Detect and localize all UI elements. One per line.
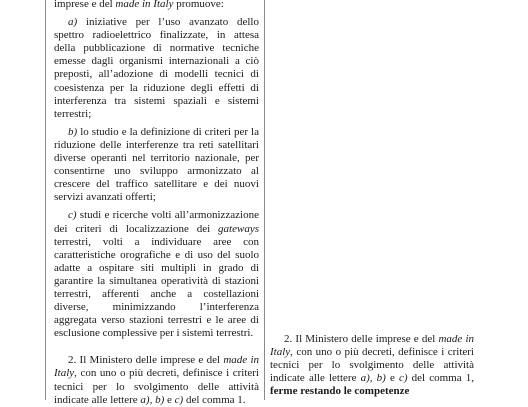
- para2-text-2: , con uno o più decreti, definisce i criteri tecnici per lo svolgimento delle attività indicate alle lettere: [270, 346, 474, 385]
- para2-text-2: , con uno o più decreti, definisce i criteri tecnici per lo svolgimento delle attività indicate alle lettere: [54, 367, 259, 406]
- item-c-italic: gateways: [218, 222, 259, 235]
- para2-text-4: del comma 1.: [183, 393, 246, 406]
- paragraph-2-left: [54, 354, 259, 406]
- paragraph-2-right: [270, 333, 474, 398]
- lead-text: imprese e del: [54, 0, 116, 10]
- para2-text-3: e: [385, 372, 399, 385]
- para2-italic-3: c): [174, 393, 184, 406]
- middle-column-rule: [264, 0, 265, 400]
- left-column: [54, 0, 259, 407]
- item-b: [54, 126, 259, 205]
- para2-bold: ferme restando le competenze: [270, 385, 410, 398]
- para2-text-3: e: [164, 393, 175, 406]
- para2-italic-2: a), b): [140, 393, 165, 406]
- right-column: [270, 333, 474, 398]
- lead-suffix: promuove:: [173, 0, 224, 10]
- para2-text: 2. Il Ministero delle imprese e del: [284, 333, 439, 345]
- item-c-text: studi e ricerche volti all’armonizzazione dei criteri di localizzazione dei: [54, 209, 259, 235]
- para2-italic: made in Italy: [270, 333, 475, 359]
- item-a-text: iniziative per l’uso avanzato dello spettro radioelettrico finalizzate, in attesa della pubblicazione di normative tecniche emesse dagli organismi internazionali a ciò preposti, all’adozione di modelli tecnici di coesistenza per la riduzione degli effetti di interferenza tra sistemi spaziali e sistemi terrestri;: [54, 16, 259, 120]
- item-c-text-2: terrestri, volti a individuare aree con caratteristiche orografiche e di uso del suolo adatte a ospitare siti multipli in grado di garantire la simultanea operatività di stazioni terrestri, afferenti anche a costellazioni diverse, minimizzando l’interferenza aggregata verso stazioni terrestri e le aree di esclusione complessive per i sistemi terrestri.: [54, 235, 259, 340]
- lead-italic: made in Italy: [115, 0, 174, 10]
- lead-line: [54, 0, 259, 11]
- item-b-text: lo studio e la definizione di criteri per la riduzione delle interferenze tra reti satellitari diverse operanti nel territorio nazionale, per consentirne uno sviluppo armonizzato al crescere del traffico satellitare e dei nuovi servizi avanzati offerti;: [54, 125, 259, 204]
- item-a: [54, 16, 259, 121]
- item-b-label: b): [68, 125, 78, 138]
- para2-italic-3: c): [398, 372, 408, 385]
- item-a-label: a): [68, 16, 78, 29]
- para2-text: 2. Il Ministero delle imprese e del: [68, 354, 224, 367]
- para2-text-4: del comma 1,: [407, 372, 475, 385]
- para2-italic-2: a), b): [360, 372, 386, 385]
- left-column-rule: [45, 0, 46, 400]
- item-c-label: c): [68, 209, 77, 222]
- para2-italic: made in Italy: [54, 354, 260, 380]
- item-c: [54, 209, 259, 340]
